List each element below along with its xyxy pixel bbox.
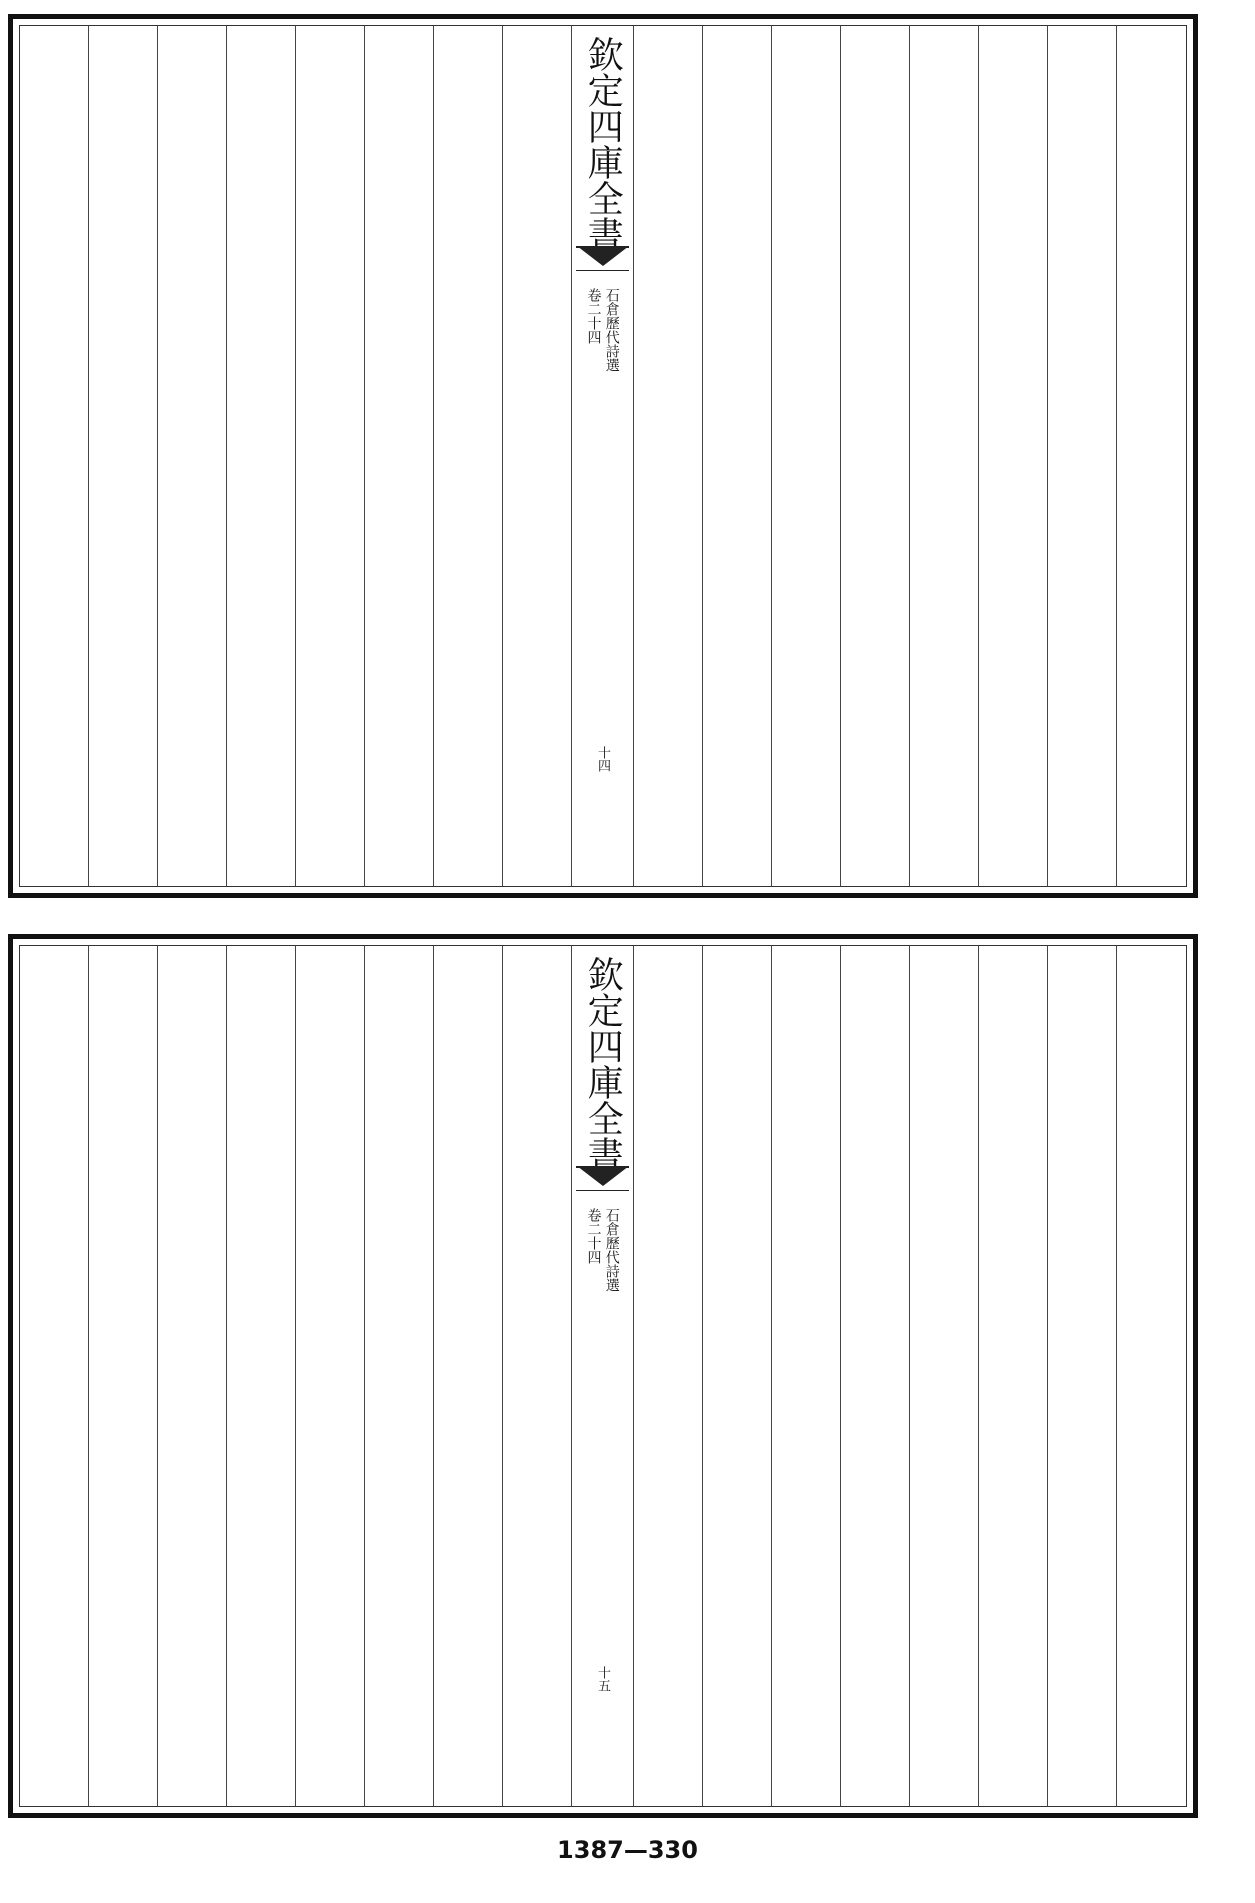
- bottom-page-right-column-3: [979, 946, 1048, 1806]
- center-fold-column: [572, 26, 634, 886]
- bottom-page-right-column-7: [703, 946, 772, 1806]
- folio-number: 十四: [595, 746, 610, 772]
- top-page-right-column-7: [703, 26, 772, 886]
- top-page-left-column-4: [296, 26, 365, 886]
- top-page-right-column-3: [979, 26, 1048, 886]
- top-page-right-column-8: [634, 26, 703, 886]
- book-info: [584, 1208, 620, 1292]
- top-page-right-column-1: [1117, 26, 1186, 886]
- top-page-frame: [8, 14, 1198, 898]
- top-page-left-column-1: [503, 26, 572, 886]
- top-page-inner-border: [19, 25, 1187, 887]
- volume-number: 卷二十四: [585, 1208, 602, 1264]
- top-page-columns: [20, 26, 1186, 886]
- bottom-page-left-column-5: [227, 946, 296, 1806]
- bottom-page-right-column-1: [1117, 946, 1186, 1806]
- bottom-page-right-column-6: [772, 946, 841, 1806]
- top-page-left-column-8: [20, 26, 89, 886]
- center-fold-column: [572, 946, 634, 1806]
- top-page-right-column-2: [1048, 26, 1117, 886]
- folio-number: 十五: [595, 1666, 610, 1692]
- fish-tail-mark: [576, 246, 629, 272]
- top-page-right-column-4: [910, 26, 979, 886]
- page-number: 1387—330: [557, 1836, 698, 1864]
- book-info: [584, 288, 620, 372]
- top-page-right-column-5: [841, 26, 910, 886]
- bottom-page-left-column-4: [296, 946, 365, 1806]
- bottom-page-inner-border: [19, 945, 1187, 1807]
- bottom-page-right-column-2: [1048, 946, 1117, 1806]
- bottom-page-right-column-8: [634, 946, 703, 1806]
- volume-number: 卷二十四: [585, 288, 602, 344]
- fish-tail-line: [576, 1190, 629, 1191]
- top-page-left-column-7: [89, 26, 158, 886]
- collection-title: 欽定四庫全書: [582, 36, 624, 252]
- bottom-page-left-column-6: [158, 946, 227, 1806]
- top-page-left-column-5: [227, 26, 296, 886]
- bottom-page-left-column-2: [434, 946, 503, 1806]
- bottom-page-left-column-8: [20, 946, 89, 1806]
- bottom-page-left-column-7: [89, 946, 158, 1806]
- bottom-page-left-column-3: [365, 946, 434, 1806]
- bottom-page-right-column-5: [841, 946, 910, 1806]
- top-page-left-column-6: [158, 26, 227, 886]
- collection-title: 欽定四庫全書: [582, 956, 624, 1172]
- book-title: 石倉歷代詩選: [603, 288, 620, 372]
- top-page-right-column-6: [772, 26, 841, 886]
- bottom-page-right-column-4: [910, 946, 979, 1806]
- top-page-left-column-3: [365, 26, 434, 886]
- book-title: 石倉歷代詩選: [603, 1208, 620, 1292]
- fish-tail-line: [576, 270, 629, 271]
- bottom-page-frame: [8, 934, 1198, 1818]
- bottom-page-columns: [20, 946, 1186, 1806]
- top-page-left-column-2: [434, 26, 503, 886]
- bottom-page-left-column-1: [503, 946, 572, 1806]
- fish-tail-mark: [576, 1166, 629, 1192]
